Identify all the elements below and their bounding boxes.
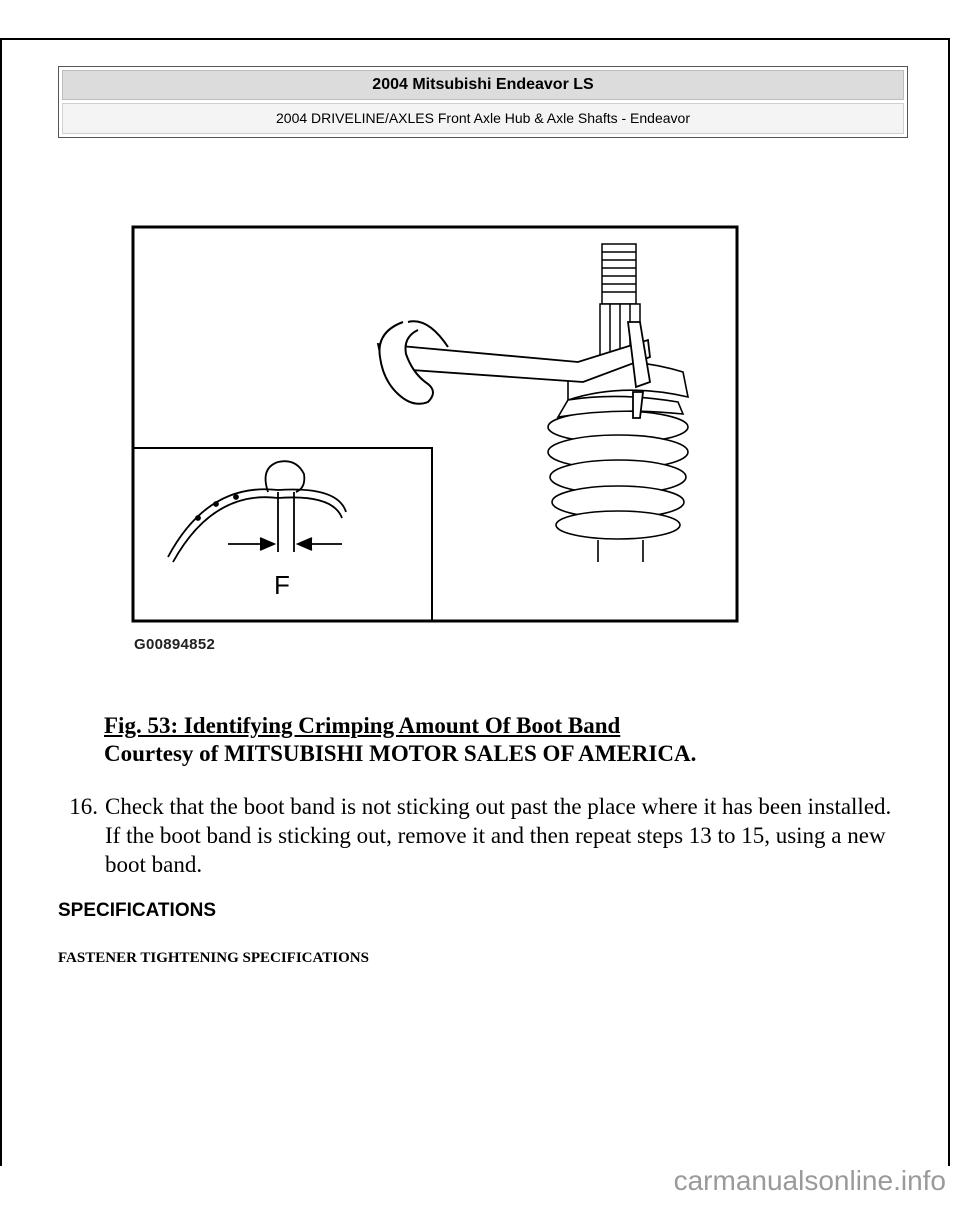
figure-caption bbox=[104, 712, 696, 768]
figure-code: G00894852 bbox=[134, 636, 216, 653]
figure-courtesy: Courtesy of MITSUBISHI MOTOR SALES OF AMERICA. bbox=[104, 741, 697, 766]
specifications-heading: SPECIFICATIONS bbox=[58, 900, 216, 921]
section-subtitle: 2004 DRIVELINE/AXLES Front Axle Hub & Axle Shafts - Endeavor bbox=[62, 103, 904, 134]
vehicle-title: 2004 Mitsubishi Endeavor LS bbox=[62, 70, 904, 100]
boot-band-diagram bbox=[128, 222, 744, 632]
fastener-specs-heading: FASTENER TIGHTENING SPECIFICATIONS bbox=[58, 950, 369, 966]
step-number: 16. bbox=[69, 794, 98, 819]
inset-label-f: F bbox=[274, 570, 290, 600]
figure-title-link[interactable]: Fig. 53: Identifying Crimping Amount Of Boot Band bbox=[104, 713, 621, 738]
document-header bbox=[58, 66, 908, 138]
figure-illustration bbox=[128, 222, 744, 662]
site-watermark: carmanualsonline.info bbox=[673, 1165, 946, 1196]
step-text: Check that the boot band is not sticking out past the place where it has been installed. If the boot band is sticking out, remove it and then repeat steps 13 to 15, using a new boot band. bbox=[105, 794, 892, 877]
